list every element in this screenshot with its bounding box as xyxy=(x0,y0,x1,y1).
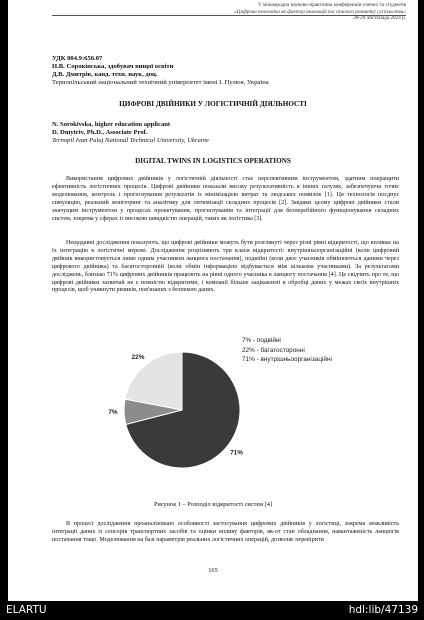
author-1-en: N. Sorokivska, higher education applicant xyxy=(52,121,171,128)
conference-date: 28-29 листопада 2024 р. xyxy=(353,15,406,21)
running-header-line2: «Цифрова економіка як фактор інновацій та сталого розвитку суспільства» xyxy=(234,8,406,15)
affiliation-en: Ternopil Ivan Puluj National Technical University, Ukraine xyxy=(52,137,209,144)
pie-label-внутрішньоорганізаційні: 71% xyxy=(230,449,243,457)
pie-label-подвійні: 7% xyxy=(108,409,118,417)
pie-label-багатосторонні: 22% xyxy=(131,353,145,361)
paper-page xyxy=(8,0,418,601)
pie-slices xyxy=(124,352,240,468)
paragraph-1: Використання цифрових двійників у логістичній діяльності стає перспективним інструментом, здатним покращити ефективність логістичних процесів. Цифрові двійники показали високу результативність в інших галузях, забезпечуючи точне моделювання, контроль і прогнозування результатів із мінімізацією витрат та людських помилок [1]. Ця технологія поєднує симуляцію, реальний моніторинг та аналітику для оптимізації складних процесів [2]. Завдяки цьому цифрові двійники стали значущим інструментом у процесах проектування, прогнозування та інтеграції для безперебійного функціонування складних систем, зокрема у сферах із високою швидкістю операцій, таких як логістика [3]. xyxy=(52,176,399,222)
author-1-ua: Н.В. Сорокінська, здобувач вищої освіти xyxy=(52,63,174,70)
author-2-ua: Д.В. Дмитрів, канд. техн. наук, доц. xyxy=(52,71,158,78)
paragraph-2: Нещодавні дослідження показують, що цифрові двійники можуть бути розглянуті через різні рівні відкритості, що впливає на їх інтеграцію в логістичні мережі. Дослідження розрізняють три класи відкритості: внутрішньоорганізаційні (коли цифровий двійник використовується лише одним учасником ланцюга постачання), подвійні (коли двоє учасників обмінюються даними через цифрового двійника) та багатосторонній (коли обмін інформацією відбувається між кількома учасниками). За результатами досліджень, близько 71% цифрових двійників працюють на рівні одного учасника в ланцюгу постачання [4]. Це свідчить про те, що цифрові двійники зазвичай не є повністю відкритими, і компанії більше зацікавлені в обробці даних у межах своїх внутрішніх процесів, щоб уникнути ризиків, пов'язаних з безпекою даних. xyxy=(52,240,399,294)
running-header-line1: V міжнародна науково-практична конференція учених та студентів xyxy=(258,2,406,8)
affiliation-ua: Тернопільський національний технічний університет імені І. Пулюя, Україна xyxy=(52,79,269,86)
footer-handle-label: hdl:lib/47139 xyxy=(348,604,418,616)
chart-legend xyxy=(242,336,332,365)
paragraph-3: В процесі дослідження проаналізовано особливості застосування цифрових двійників у логістиці, зокрема можливість інтеграції даних із сенсорів транспортних засобів та оцінки впливу факторів, як-от стан обладнання, навантаженість ланцюгів постачання тощо. Моделювання на базі параметрів реальних логістичних операцій, дозволяє перевірити xyxy=(52,521,399,543)
legend-entry-3: 71% - внутрішньоорганізаційні xyxy=(242,356,332,364)
paper-title-ua: ЦИФРОВІ ДВІЙНИКИ У ЛОГІСТИЧНІЙ ДІЯЛЬНОСТІ xyxy=(119,100,307,108)
footer-left-label: ELARTU xyxy=(6,604,47,616)
legend-entry-1: 7% - подвійні xyxy=(242,337,281,344)
udc-code: УДК 004.9:656.07 xyxy=(52,55,103,62)
paper-title-en: DIGITAL TWINS IN LOGISTICS OPERATIONS xyxy=(135,157,291,165)
figure-caption: Рисунок 1 – Розподіл відкритості систем [4] xyxy=(153,501,273,508)
author-2-en: D. Dmytriv, Ph.D., Associate Prof. xyxy=(52,129,148,136)
page-number: 165 xyxy=(208,567,218,574)
legend-entry-2: 22% - багатосторонні xyxy=(242,346,305,354)
